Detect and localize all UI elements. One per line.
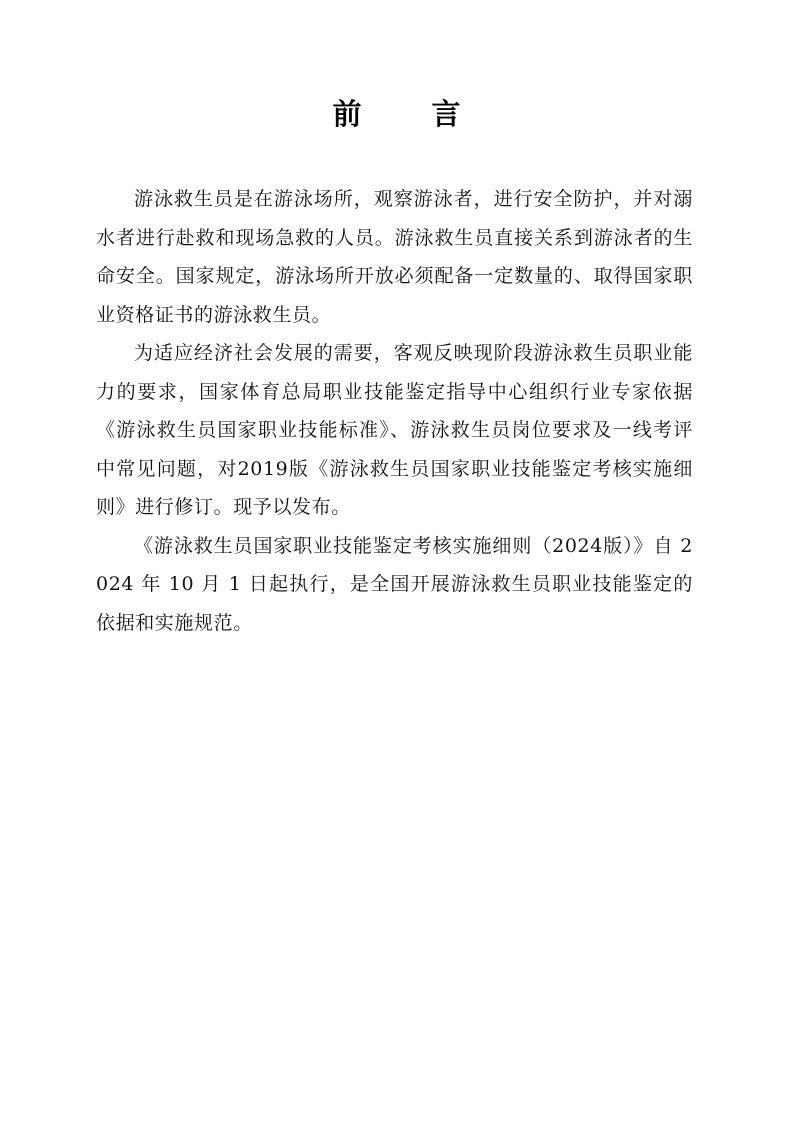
paragraph-2: 为适应经济社会发展的需要，客观反映现阶段游泳救生员职业能力的要求，国家体育总局职业技能鉴定指导中心组织行业专家依据《游泳救生员国家职业技能标准》、游泳救生员岗位要求及一线考评中常见问题，对2019版《游泳救生员国家职业技能鉴定考核实施细则》进行修订。现予以发布。 — [96, 342, 693, 518]
paragraph-1: 游泳救生员是在游泳场所，观察游泳者，进行安全防护，并对溺水者进行赴救和现场急救的人员。游泳救生员直接关系到游泳者的生命安全。国家规定，游泳场所开放必须配备一定数量的、取得国家职业资格证书的游泳救生员。 — [96, 188, 693, 326]
page-title: 前 言 — [332, 97, 491, 131]
document-body — [96, 180, 693, 642]
paragraph-3: 《游泳救生员国家职业技能鉴定考核实施细则（2024版）》自 2024 年 10 月 1 日起执行，是全国开展游泳救生员职业技能鉴定的依据和实施规范。 — [96, 534, 693, 634]
